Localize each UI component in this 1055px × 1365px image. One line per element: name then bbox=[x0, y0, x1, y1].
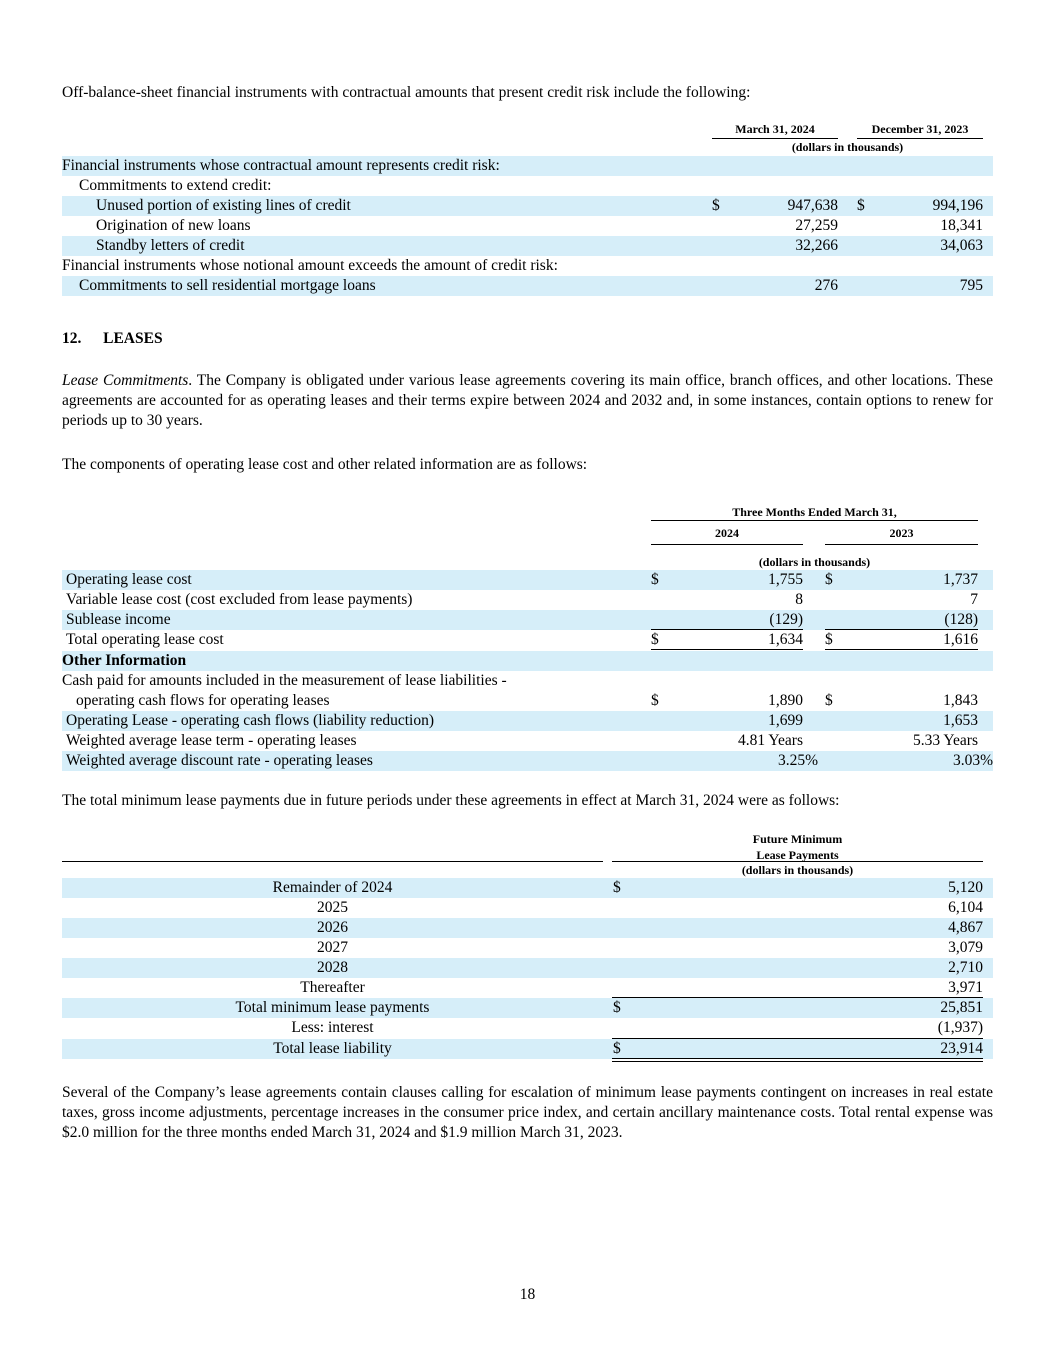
table-row: Operating Lease - operating cash flows (liability reduction) 1,699 1,653 bbox=[62, 711, 993, 731]
table-row: Sublease income (129) (128) bbox=[62, 610, 993, 630]
table-row: Total minimum lease payments $ 25,851 bbox=[62, 998, 993, 1018]
components-text: The components of operating lease cost and other related information are as follows: bbox=[62, 456, 588, 473]
t1-col2-header: December 31, 2023 bbox=[871, 122, 969, 136]
table-row: 2026 4,867 bbox=[62, 918, 993, 938]
table-row: 2028 2,710 bbox=[62, 958, 993, 978]
table-row: Total operating lease cost $ 1,634 $ 1,616 bbox=[66, 631, 978, 648]
table-row: Less: interest (1,937) bbox=[291, 1019, 983, 1036]
t2-units: (dollars in thousands) bbox=[758, 555, 871, 569]
lease-commitments-title: Lease Commitments bbox=[62, 372, 189, 389]
section-number: 12. bbox=[62, 330, 82, 347]
t2-period-header: Three Months Ended March 31, bbox=[732, 505, 897, 519]
table-row: Weighted average discount rate - operating leases 3.25% 3.03% bbox=[62, 751, 993, 771]
intro-text: Off-balance-sheet financial instruments with contractual amounts that present credit risk include the following: bbox=[62, 84, 751, 101]
table-row: Thereafter 3,971 bbox=[300, 979, 983, 996]
table-row: Remainder of 2024 $ 5,120 bbox=[62, 878, 993, 898]
future-payments-text: The total minimum lease payments due in future periods under these agreements in effect at March 31, 2024 were as follows: bbox=[62, 792, 840, 809]
table-row: 2027 3,079 bbox=[317, 939, 983, 956]
section-title: LEASES bbox=[103, 330, 163, 347]
table-row: Financial instruments whose notional amount exceeds the amount of credit risk: bbox=[62, 257, 558, 274]
table-row: Financial instruments whose contractual amount represents credit risk: bbox=[62, 156, 993, 176]
table-row: Operating lease cost $ 1,755 $ 1,737 bbox=[62, 570, 993, 590]
closing-paragraph: Several of the Company’s lease agreements contain clauses calling for escalation of minimum lease payments contingent on increases in real estate taxes, gross income adjustments, percentage increases in the consumer price index, and certain ancillary maintenance costs. Total rental expense was $2.0 million for the three months ended March 31, 2024 and $1.9 million March 31, 2023. bbox=[62, 1084, 993, 1141]
t1-units: (dollars in thousands) bbox=[791, 140, 904, 154]
table-row: Commitments to extend credit: bbox=[79, 177, 272, 194]
table-row: Other Information bbox=[62, 651, 993, 671]
table-row: Unused portion of existing lines of credit $ 947,638 $ 994,196 bbox=[62, 196, 993, 216]
table-row: operating cash flows for operating leases $ 1,890 $ 1,843 bbox=[76, 692, 978, 709]
table-row: Origination of new loans 27,259 18,341 bbox=[96, 217, 983, 234]
table-row: Standby letters of credit 32,266 34,063 bbox=[62, 236, 993, 256]
page-number: 18 bbox=[519, 1286, 536, 1303]
t3-header: Future Minimum Lease Payments bbox=[752, 832, 843, 862]
table-row: Commitments to sell residential mortgage loans 276 795 bbox=[62, 276, 993, 296]
table-row: Variable lease cost (cost excluded from lease payments) 8 7 bbox=[66, 591, 978, 608]
table-row: Total lease liability $ 23,914 bbox=[62, 1039, 993, 1059]
t1-col1-header: March 31, 2024 bbox=[735, 122, 815, 136]
t3-units: (dollars in thousands) bbox=[741, 863, 854, 877]
table-row: Cash paid for amounts included in the measurement of lease liabilities - bbox=[62, 672, 507, 689]
table-row: Weighted average lease term - operating leases 4.81 Years 5.33 Years bbox=[66, 732, 978, 749]
lease-commitments-paragraph: Lease Commitments. The Company is obligated under various lease agreements covering its main office, branch offices, and other locations. These agreements are accounted for as operating leases and their terms expire between 2024 and 2032 and, in some instances, contain options to renew for periods up to 30 years. bbox=[62, 372, 993, 429]
table-row: 2025 6,104 bbox=[317, 899, 983, 916]
t2-col2-header: 2023 bbox=[889, 526, 914, 540]
section-heading bbox=[62, 329, 163, 349]
t2-col1-header: 2024 bbox=[715, 526, 739, 540]
